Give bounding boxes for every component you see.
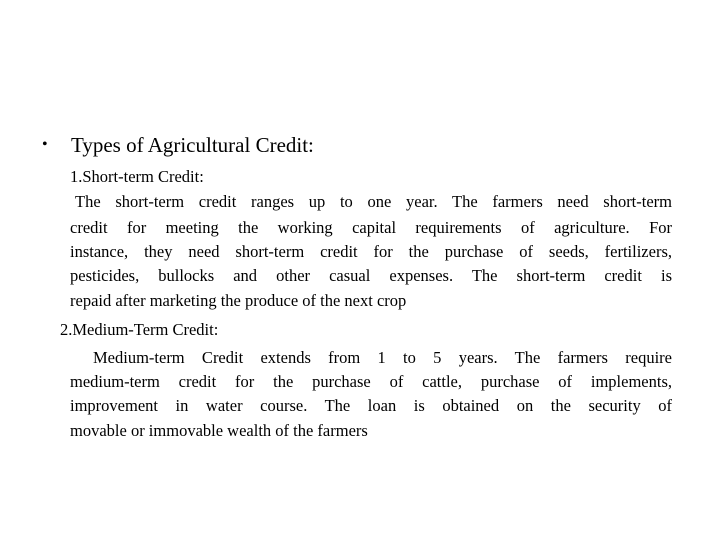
short-term-line-1: The short-term credit ranges up to one year. The farmers need short-term: [75, 192, 672, 211]
medium-term-line-2: medium-term credit for the purchase of cattle, purchase of implements,: [70, 372, 672, 391]
short-term-line-3: instance, they need short-term credit for the purchase of seeds, fertilizers,: [70, 242, 672, 261]
bullet-icon: •: [42, 136, 48, 153]
medium-term-line-4: movable or immovable wealth of the farmers: [70, 421, 368, 440]
medium-term-line-3: improvement in water course. The loan is obtained on the security of: [70, 396, 672, 415]
bullet-heading: [42, 131, 314, 159]
medium-term-line-1: Medium-term Credit extends from 1 to 5 years. The farmers require: [93, 348, 672, 367]
section-title-short-term: 1.Short-term Credit:: [70, 167, 204, 186]
short-term-line-4: pesticides, bullocks and other casual expenses. The short-term credit is: [70, 266, 672, 285]
short-term-line-5: repaid after marketing the produce of the next crop: [70, 291, 407, 310]
heading-text: Types of Agricultural Credit:: [71, 133, 314, 157]
section-title-medium-term: 2.Medium-Term Credit:: [60, 320, 219, 339]
short-term-line-2: credit for meeting the working capital requirements of agriculture. For: [70, 218, 672, 237]
